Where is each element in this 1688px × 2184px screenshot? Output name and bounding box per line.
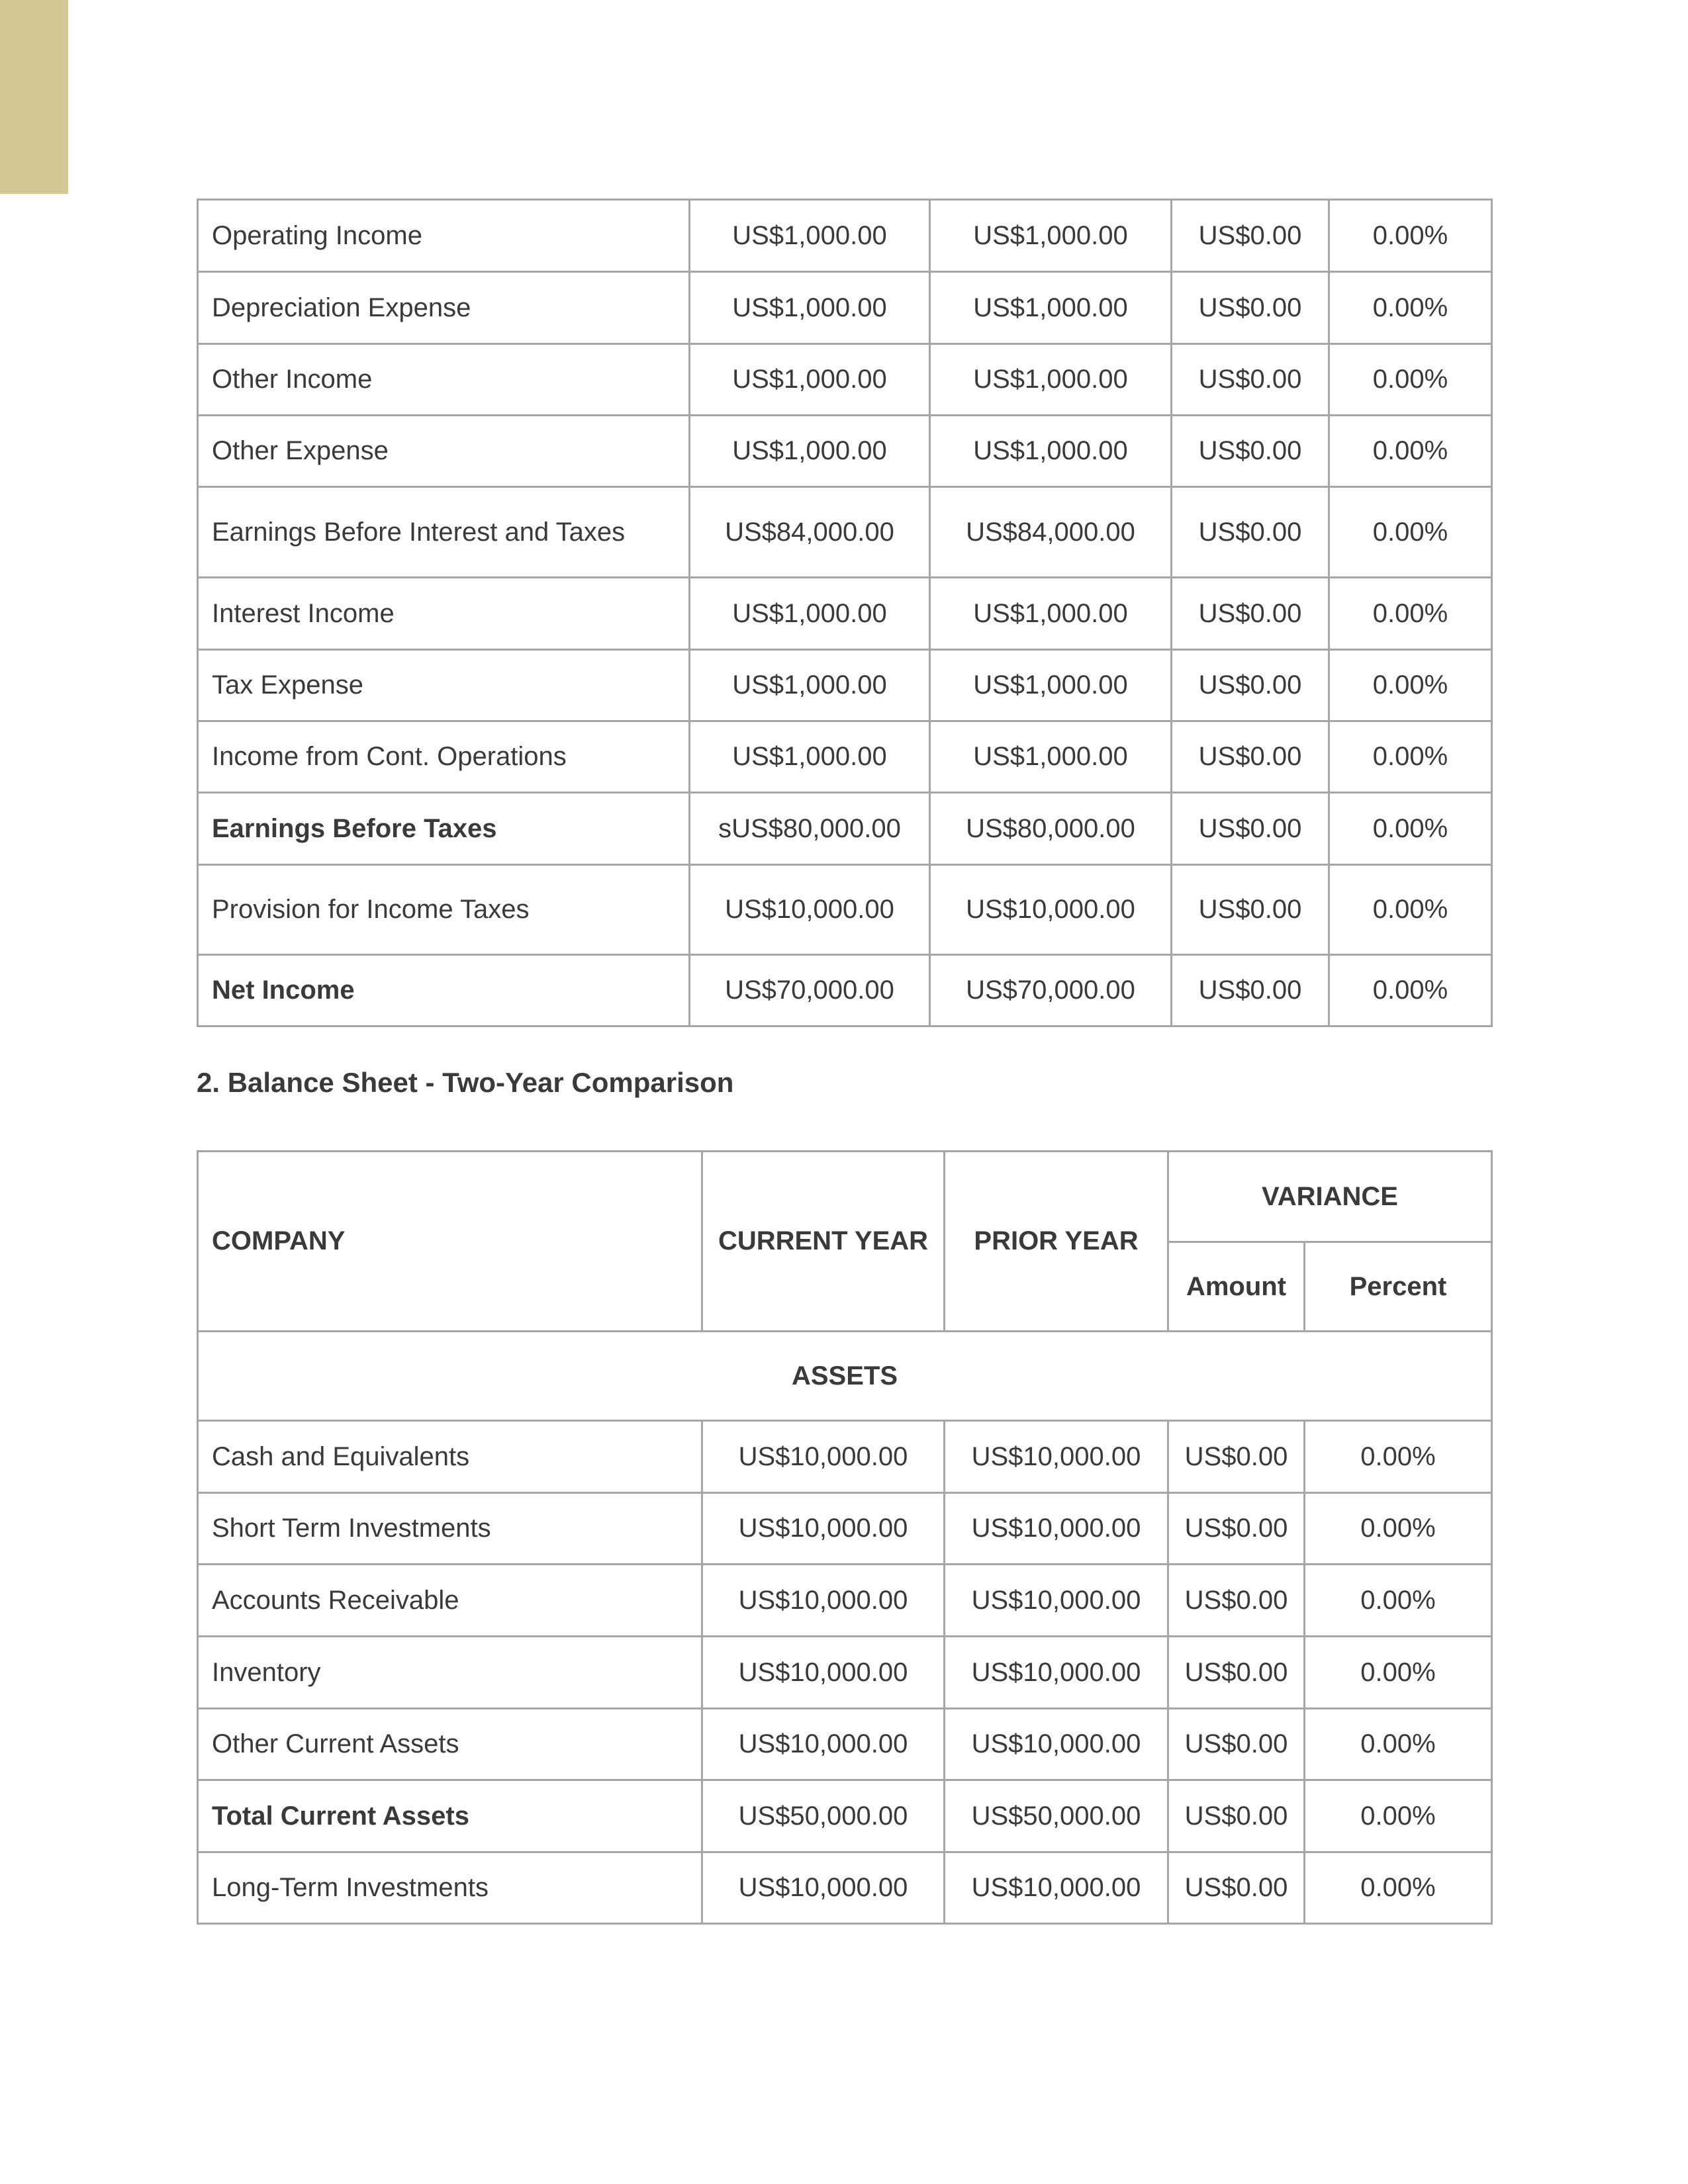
- variance-percent: 0.00%: [1305, 1493, 1492, 1565]
- variance-percent: 0.00%: [1305, 1709, 1492, 1780]
- current-year-value: US$1,000.00: [690, 344, 930, 416]
- current-year-value: US$10,000.00: [702, 1709, 945, 1780]
- variance-percent: 0.00%: [1305, 1852, 1492, 1924]
- variance-percent: 0.00%: [1329, 416, 1492, 487]
- variance-percent: 0.00%: [1305, 1780, 1492, 1852]
- current-year-value: US$10,000.00: [702, 1421, 945, 1493]
- prior-year-value: US$10,000.00: [945, 1493, 1168, 1565]
- row-label: Income from Cont. Operations: [198, 721, 690, 793]
- prior-year-value: US$1,000.00: [930, 578, 1172, 650]
- current-year-value: US$1,000.00: [690, 272, 930, 344]
- header-company: COMPANY: [198, 1152, 702, 1332]
- prior-year-value: US$1,000.00: [930, 200, 1172, 272]
- row-label: Tax Expense: [198, 650, 690, 721]
- variance-amount: US$0.00: [1172, 955, 1329, 1026]
- table-row: [198, 200, 1492, 272]
- variance-percent: 0.00%: [1329, 955, 1492, 1026]
- row-label: Net Income: [198, 955, 690, 1026]
- prior-year-value: US$1,000.00: [930, 416, 1172, 487]
- corner-decoration: [0, 0, 68, 194]
- table-row: [198, 721, 1492, 793]
- prior-year-value: US$10,000.00: [945, 1421, 1168, 1493]
- row-label: Short Term Investments: [198, 1493, 702, 1565]
- balance-sheet-body: [198, 1332, 1492, 1924]
- current-year-value: US$1,000.00: [690, 578, 930, 650]
- prior-year-value: US$80,000.00: [930, 793, 1172, 865]
- variance-amount: US$0.00: [1172, 487, 1329, 578]
- current-year-value: US$1,000.00: [690, 650, 930, 721]
- variance-percent: 0.00%: [1329, 578, 1492, 650]
- prior-year-value: US$10,000.00: [945, 1852, 1168, 1924]
- row-label: Other Current Assets: [198, 1709, 702, 1780]
- current-year-value: US$10,000.00: [690, 865, 930, 955]
- prior-year-value: US$1,000.00: [930, 272, 1172, 344]
- table-row: [198, 344, 1492, 416]
- table-row: [198, 1565, 1492, 1637]
- prior-year-value: US$1,000.00: [930, 650, 1172, 721]
- variance-amount: US$0.00: [1168, 1780, 1305, 1852]
- variance-amount: US$0.00: [1172, 865, 1329, 955]
- table-row: [198, 272, 1492, 344]
- variance-amount: US$0.00: [1168, 1637, 1305, 1709]
- current-year-value: US$10,000.00: [702, 1565, 945, 1637]
- row-label: Interest Income: [198, 578, 690, 650]
- balance-sheet-table: [197, 1150, 1493, 1925]
- variance-percent: 0.00%: [1329, 344, 1492, 416]
- prior-year-value: US$10,000.00: [930, 865, 1172, 955]
- variance-percent: 0.00%: [1329, 200, 1492, 272]
- prior-year-value: US$1,000.00: [930, 721, 1172, 793]
- header-prior-year: PRIOR YEAR: [945, 1152, 1168, 1332]
- row-label: Inventory: [198, 1637, 702, 1709]
- row-label: Operating Income: [198, 200, 690, 272]
- row-label: Earnings Before Taxes: [198, 793, 690, 865]
- variance-amount: US$0.00: [1168, 1565, 1305, 1637]
- variance-amount: US$0.00: [1168, 1852, 1305, 1924]
- assets-section-row: [198, 1332, 1492, 1421]
- current-year-value: US$10,000.00: [702, 1852, 945, 1924]
- row-label: Total Current Assets: [198, 1780, 702, 1852]
- variance-percent: 0.00%: [1329, 487, 1492, 578]
- prior-year-value: US$10,000.00: [945, 1565, 1168, 1637]
- row-label: Other Income: [198, 344, 690, 416]
- variance-percent: 0.00%: [1329, 721, 1492, 793]
- header-current-year: CURRENT YEAR: [702, 1152, 945, 1332]
- variance-amount: US$0.00: [1172, 344, 1329, 416]
- variance-amount: US$0.00: [1168, 1421, 1305, 1493]
- variance-percent: 0.00%: [1329, 650, 1492, 721]
- table-row: [198, 1780, 1492, 1852]
- income-statement-body: [198, 200, 1492, 1026]
- variance-amount: US$0.00: [1172, 721, 1329, 793]
- header-variance: VARIANCE: [1168, 1152, 1492, 1242]
- current-year-value: US$84,000.00: [690, 487, 930, 578]
- current-year-value: US$70,000.00: [690, 955, 930, 1026]
- variance-amount: US$0.00: [1168, 1493, 1305, 1565]
- variance-amount: US$0.00: [1172, 416, 1329, 487]
- balance-sheet-header: [198, 1152, 1492, 1332]
- current-year-value: US$1,000.00: [690, 200, 930, 272]
- variance-amount: US$0.00: [1168, 1709, 1305, 1780]
- header-percent: Percent: [1305, 1242, 1492, 1332]
- table-row: [198, 1493, 1492, 1565]
- prior-year-value: US$70,000.00: [930, 955, 1172, 1026]
- variance-amount: US$0.00: [1172, 650, 1329, 721]
- current-year-value: US$50,000.00: [702, 1780, 945, 1852]
- variance-amount: US$0.00: [1172, 578, 1329, 650]
- variance-percent: 0.00%: [1305, 1565, 1492, 1637]
- row-label: Depreciation Expense: [198, 272, 690, 344]
- variance-amount: US$0.00: [1172, 200, 1329, 272]
- income-statement-table: [197, 199, 1493, 1027]
- row-label: Other Expense: [198, 416, 690, 487]
- table-row: [198, 416, 1492, 487]
- table-row: [198, 487, 1492, 578]
- prior-year-value: US$1,000.00: [930, 344, 1172, 416]
- prior-year-value: US$10,000.00: [945, 1709, 1168, 1780]
- variance-percent: 0.00%: [1329, 272, 1492, 344]
- prior-year-value: US$50,000.00: [945, 1780, 1168, 1852]
- prior-year-value: US$10,000.00: [945, 1637, 1168, 1709]
- variance-percent: 0.00%: [1305, 1637, 1492, 1709]
- table-row: [198, 1709, 1492, 1780]
- table-row: [198, 650, 1492, 721]
- row-label: Provision for Income Taxes: [198, 865, 690, 955]
- table-row: [198, 1421, 1492, 1493]
- row-label: Accounts Receivable: [198, 1565, 702, 1637]
- current-year-value: sUS$80,000.00: [690, 793, 930, 865]
- assets-section-label: ASSETS: [198, 1332, 1492, 1421]
- header-amount: Amount: [1168, 1242, 1305, 1332]
- row-label: Earnings Before Interest and Taxes: [198, 487, 690, 578]
- current-year-value: US$10,000.00: [702, 1637, 945, 1709]
- variance-percent: 0.00%: [1329, 865, 1492, 955]
- row-label: Long-Term Investments: [198, 1852, 702, 1924]
- table-row: [198, 1637, 1492, 1709]
- table-row: [198, 955, 1492, 1026]
- current-year-value: US$1,000.00: [690, 416, 930, 487]
- table-row: [198, 865, 1492, 955]
- table-row: [198, 578, 1492, 650]
- prior-year-value: US$84,000.00: [930, 487, 1172, 578]
- table-row: [198, 1852, 1492, 1924]
- table-row: [198, 793, 1492, 865]
- variance-amount: US$0.00: [1172, 793, 1329, 865]
- variance-percent: 0.00%: [1329, 793, 1492, 865]
- variance-amount: US$0.00: [1172, 272, 1329, 344]
- balance-sheet-title: 2. Balance Sheet - Two-Year Comparison: [197, 1067, 734, 1098]
- variance-percent: 0.00%: [1305, 1421, 1492, 1493]
- current-year-value: US$1,000.00: [690, 721, 930, 793]
- current-year-value: US$10,000.00: [702, 1493, 945, 1565]
- row-label: Cash and Equivalents: [198, 1421, 702, 1493]
